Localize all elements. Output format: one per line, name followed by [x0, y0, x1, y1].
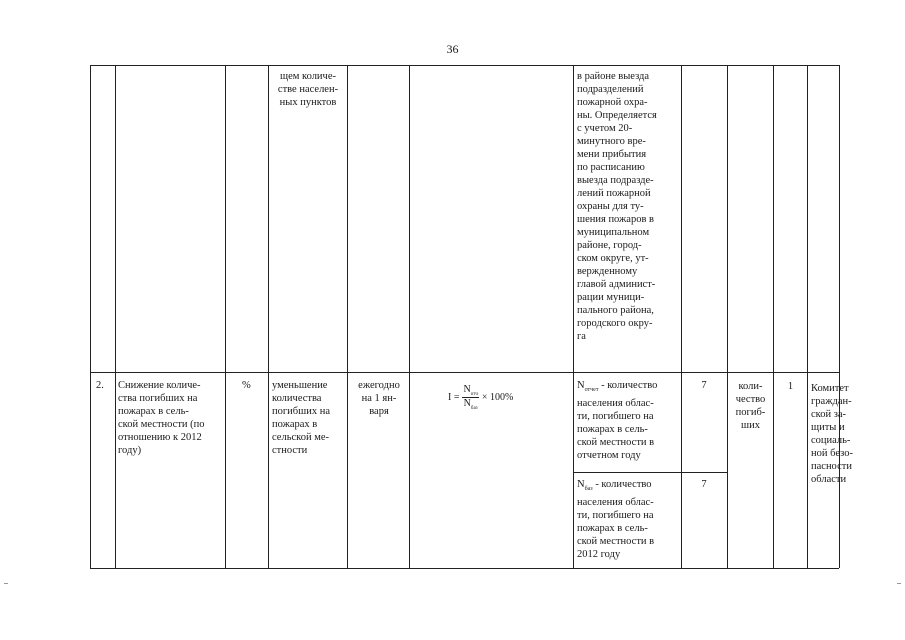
formula-denominator: $N_{баз}$	[463, 398, 478, 411]
variable-desc-base: $N_{баз}$ - количество населения облас- ти, погибшего на пожарах в сель- ской местности в 2012 году	[577, 479, 655, 561]
col-line	[115, 65, 116, 568]
formula-rhs: × 100%	[481, 392, 514, 403]
col-line	[90, 65, 91, 568]
calculation-formula	[448, 384, 513, 411]
indicator-name: Снижение количе- ства погибших на пожарах в сель- ской местности (по отношению к 2012 году)	[118, 380, 205, 456]
formula-fraction	[462, 384, 478, 411]
variable-desc-reporting: $N_{отчет}$ - количество населения облас- ти, погибшего на пожарах в сель- ской местности в отчетном году	[577, 380, 658, 462]
col-line	[268, 65, 269, 568]
prev-row-variables-cell: в районе выезда подразделений пожарной охра- ны. Определяется с учетом 20- минутного вре- мени прибытия по расписанию выезда подразде- лений пожарной охраны для ту- шения пожаров в муниципальном районе, город- ском округе, ут- вержденному главой админист- рации муници- пального района, городского окру- га	[577, 71, 657, 342]
direction-cell: уменьшение количества погибших на пожарах в сельской ме- стности	[272, 380, 330, 456]
prev-row-direction-cell: щем количе- стве населен- ных пунктов	[277, 71, 339, 108]
col-line	[409, 65, 410, 568]
table-border-bottom	[90, 568, 839, 569]
col-line	[681, 65, 682, 568]
col-line	[573, 65, 574, 568]
unit-cell: %	[242, 380, 251, 391]
col-line	[347, 65, 348, 568]
formula-lhs: I =	[448, 392, 460, 403]
unit-name-cell: коли- чество погиб- ших	[735, 381, 766, 431]
col-line	[773, 65, 774, 568]
row-number: 2.	[96, 380, 104, 391]
page-number: 36	[446, 42, 459, 56]
source-code-cell: 1	[787, 381, 794, 392]
period-cell: ежегодно на 1 ян- варя	[358, 380, 400, 417]
col-line	[839, 65, 840, 568]
formula-numerator: $N_{отч}$	[463, 384, 478, 397]
variable-value-reporting: 7	[701, 380, 707, 391]
col-line	[807, 65, 808, 568]
col-line	[225, 65, 226, 568]
responsible-cell: Комитет граждан- ской за- щиты и социаль- ной безо- пасности области	[811, 383, 853, 485]
margin-tick	[4, 583, 8, 584]
variable-value-base: 7	[701, 479, 707, 490]
col-line	[727, 65, 728, 568]
subrow-divider	[573, 472, 727, 473]
margin-tick	[897, 583, 901, 584]
